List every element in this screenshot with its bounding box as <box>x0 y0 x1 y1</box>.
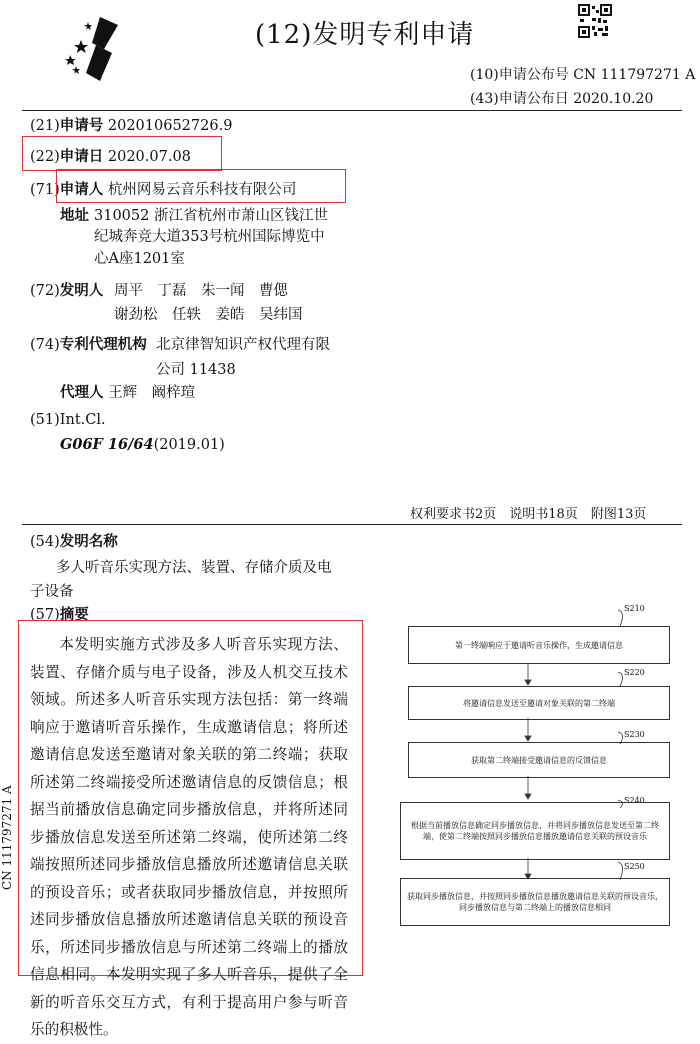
field-code: (51) <box>30 412 60 428</box>
agent-value: 王辉 阚梓瑄 <box>108 385 196 401</box>
field-code: (72) <box>30 283 60 299</box>
flow-step-box: 根据当前播放信息确定同步播放信息，并将同步播放信息发送至第二终端，使第二终端按照同步播放信息播放邀请信息关联的预设音乐 <box>400 802 670 860</box>
field-label: 代理人 <box>60 384 104 401</box>
flow-step-box: 获取同步播放信息，并按照同步播放信息播放邀请信息关联的预设音乐，同步播放信息与第二终端上的播放信息相同 <box>400 878 670 926</box>
side-publication-number: CN 111797271 A <box>0 785 14 890</box>
pub-no-value: CN 111797271 A <box>573 67 696 83</box>
field-label: 发明名称 <box>59 533 118 550</box>
address-line: 心A座1201室 <box>94 251 185 267</box>
pub-no-label: (10)申请公布号 <box>470 67 569 83</box>
step-id: S230 <box>624 730 645 739</box>
highlight-box-app-date <box>22 136 222 171</box>
app-date-value: 2020.07.08 <box>107 149 191 165</box>
highlight-box-applicant <box>56 169 346 203</box>
agent-row <box>60 381 195 402</box>
step-id: S250 <box>624 862 645 871</box>
field-label: 申请号 <box>59 117 104 134</box>
qr-code-icon <box>578 4 612 38</box>
agency-label-row <box>30 333 147 354</box>
intcl-year: (2019.01) <box>153 437 225 453</box>
flow-step-box: 第一终端响应于邀请听音乐操作，生成邀请信息 <box>408 626 670 664</box>
field-code: (71) <box>30 182 60 198</box>
field-code: (22) <box>30 149 60 165</box>
field-code: (54) <box>30 534 60 550</box>
address-line: 310052 浙江省杭州市萧山区钱江世 <box>94 208 328 224</box>
document-title: (12)发明专利申请 <box>255 20 475 50</box>
patent-office-logo <box>60 15 130 85</box>
field-code: (21) <box>30 118 60 134</box>
applicant-value: 杭州网易云音乐科技有限公司 <box>107 182 297 198</box>
invention-title-label-row <box>30 530 118 551</box>
abstract-text <box>30 631 348 1044</box>
flow-step-box: 获取第二终端接受邀请信息的反馈信息 <box>408 742 670 778</box>
field-code: (74) <box>30 337 60 353</box>
field-label: 申请人 <box>59 181 104 198</box>
agency-line: 公司 11438 <box>156 362 236 378</box>
intcl-row <box>30 412 106 428</box>
inventor-label-row <box>30 279 103 300</box>
field-label: 摘要 <box>59 606 89 623</box>
field-label: 专利代理机构 <box>59 336 147 353</box>
field-label: Int.Cl. <box>59 412 106 428</box>
inventor-line: 周平 丁磊 朱一闻 曹偲 <box>114 283 288 299</box>
field-label: 申请日 <box>59 148 104 165</box>
publication-number <box>470 64 695 84</box>
step-id: S220 <box>624 668 645 677</box>
flow-step-box: 将邀请信息发送至邀请对象关联的第二终端 <box>408 686 670 720</box>
address-label: 地址 <box>60 207 89 224</box>
app-number-value: 202010652726.9 <box>107 118 233 134</box>
abstract-paragraph: 本发明实施方式涉及多人听音乐实现方法、装置、存储介质与电子设备，涉及人机交互技术领域。所述多人听音乐实现方法包括：第一终端响应于邀请听音乐操作，生成邀请信息；将所述邀请信息发送至邀请对象关联的第二终端；获取所述第二终端接受所述邀请信息的反馈信息；根据当前播放信息确定同步播放信息，并将所述同步播放信息发送至所述第二终端，使所述第二终端按照所述同步播放信息播放所述邀请信息关联的预设音乐；或者获取同步播放信息，并按照所述同步播放信息播放所述邀请信息关联的预设音乐，所述同步播放信息与所述第二终端上的播放信息相同。本发明实现了多人听音乐，提供了全新的听音乐交互方式，有利于提高用户参与听音乐的积极性。 <box>30 636 348 1038</box>
step-id: S240 <box>624 796 645 805</box>
pub-date-label: (43)申请公布日 <box>470 91 569 107</box>
inventor-line: 谢劲松 任轶 姜皓 吴纬国 <box>114 307 303 323</box>
address-line: 纪城奔竞大道353号杭州国际博览中 <box>94 229 325 245</box>
pub-date-value: 2020.10.20 <box>573 91 654 107</box>
publication-date <box>470 88 653 108</box>
step-id: S210 <box>624 604 645 613</box>
intcl-class-row <box>60 436 225 453</box>
field-code: (57) <box>30 607 60 623</box>
app-number-row <box>30 114 232 135</box>
intcl-class: G06F 16/64 <box>60 436 154 453</box>
page-counts: 权利要求书2页 说明书18页 附图13页 <box>410 507 647 522</box>
header-divider <box>22 110 682 111</box>
agency-line: 北京律智知识产权代理有限 <box>156 337 330 353</box>
invention-title-line: 多人听音乐实现方法、装置、存储介质及电 <box>56 560 332 576</box>
section-divider <box>22 524 682 525</box>
field-label: 发明人 <box>59 282 104 299</box>
invention-title-line: 子设备 <box>30 584 74 600</box>
